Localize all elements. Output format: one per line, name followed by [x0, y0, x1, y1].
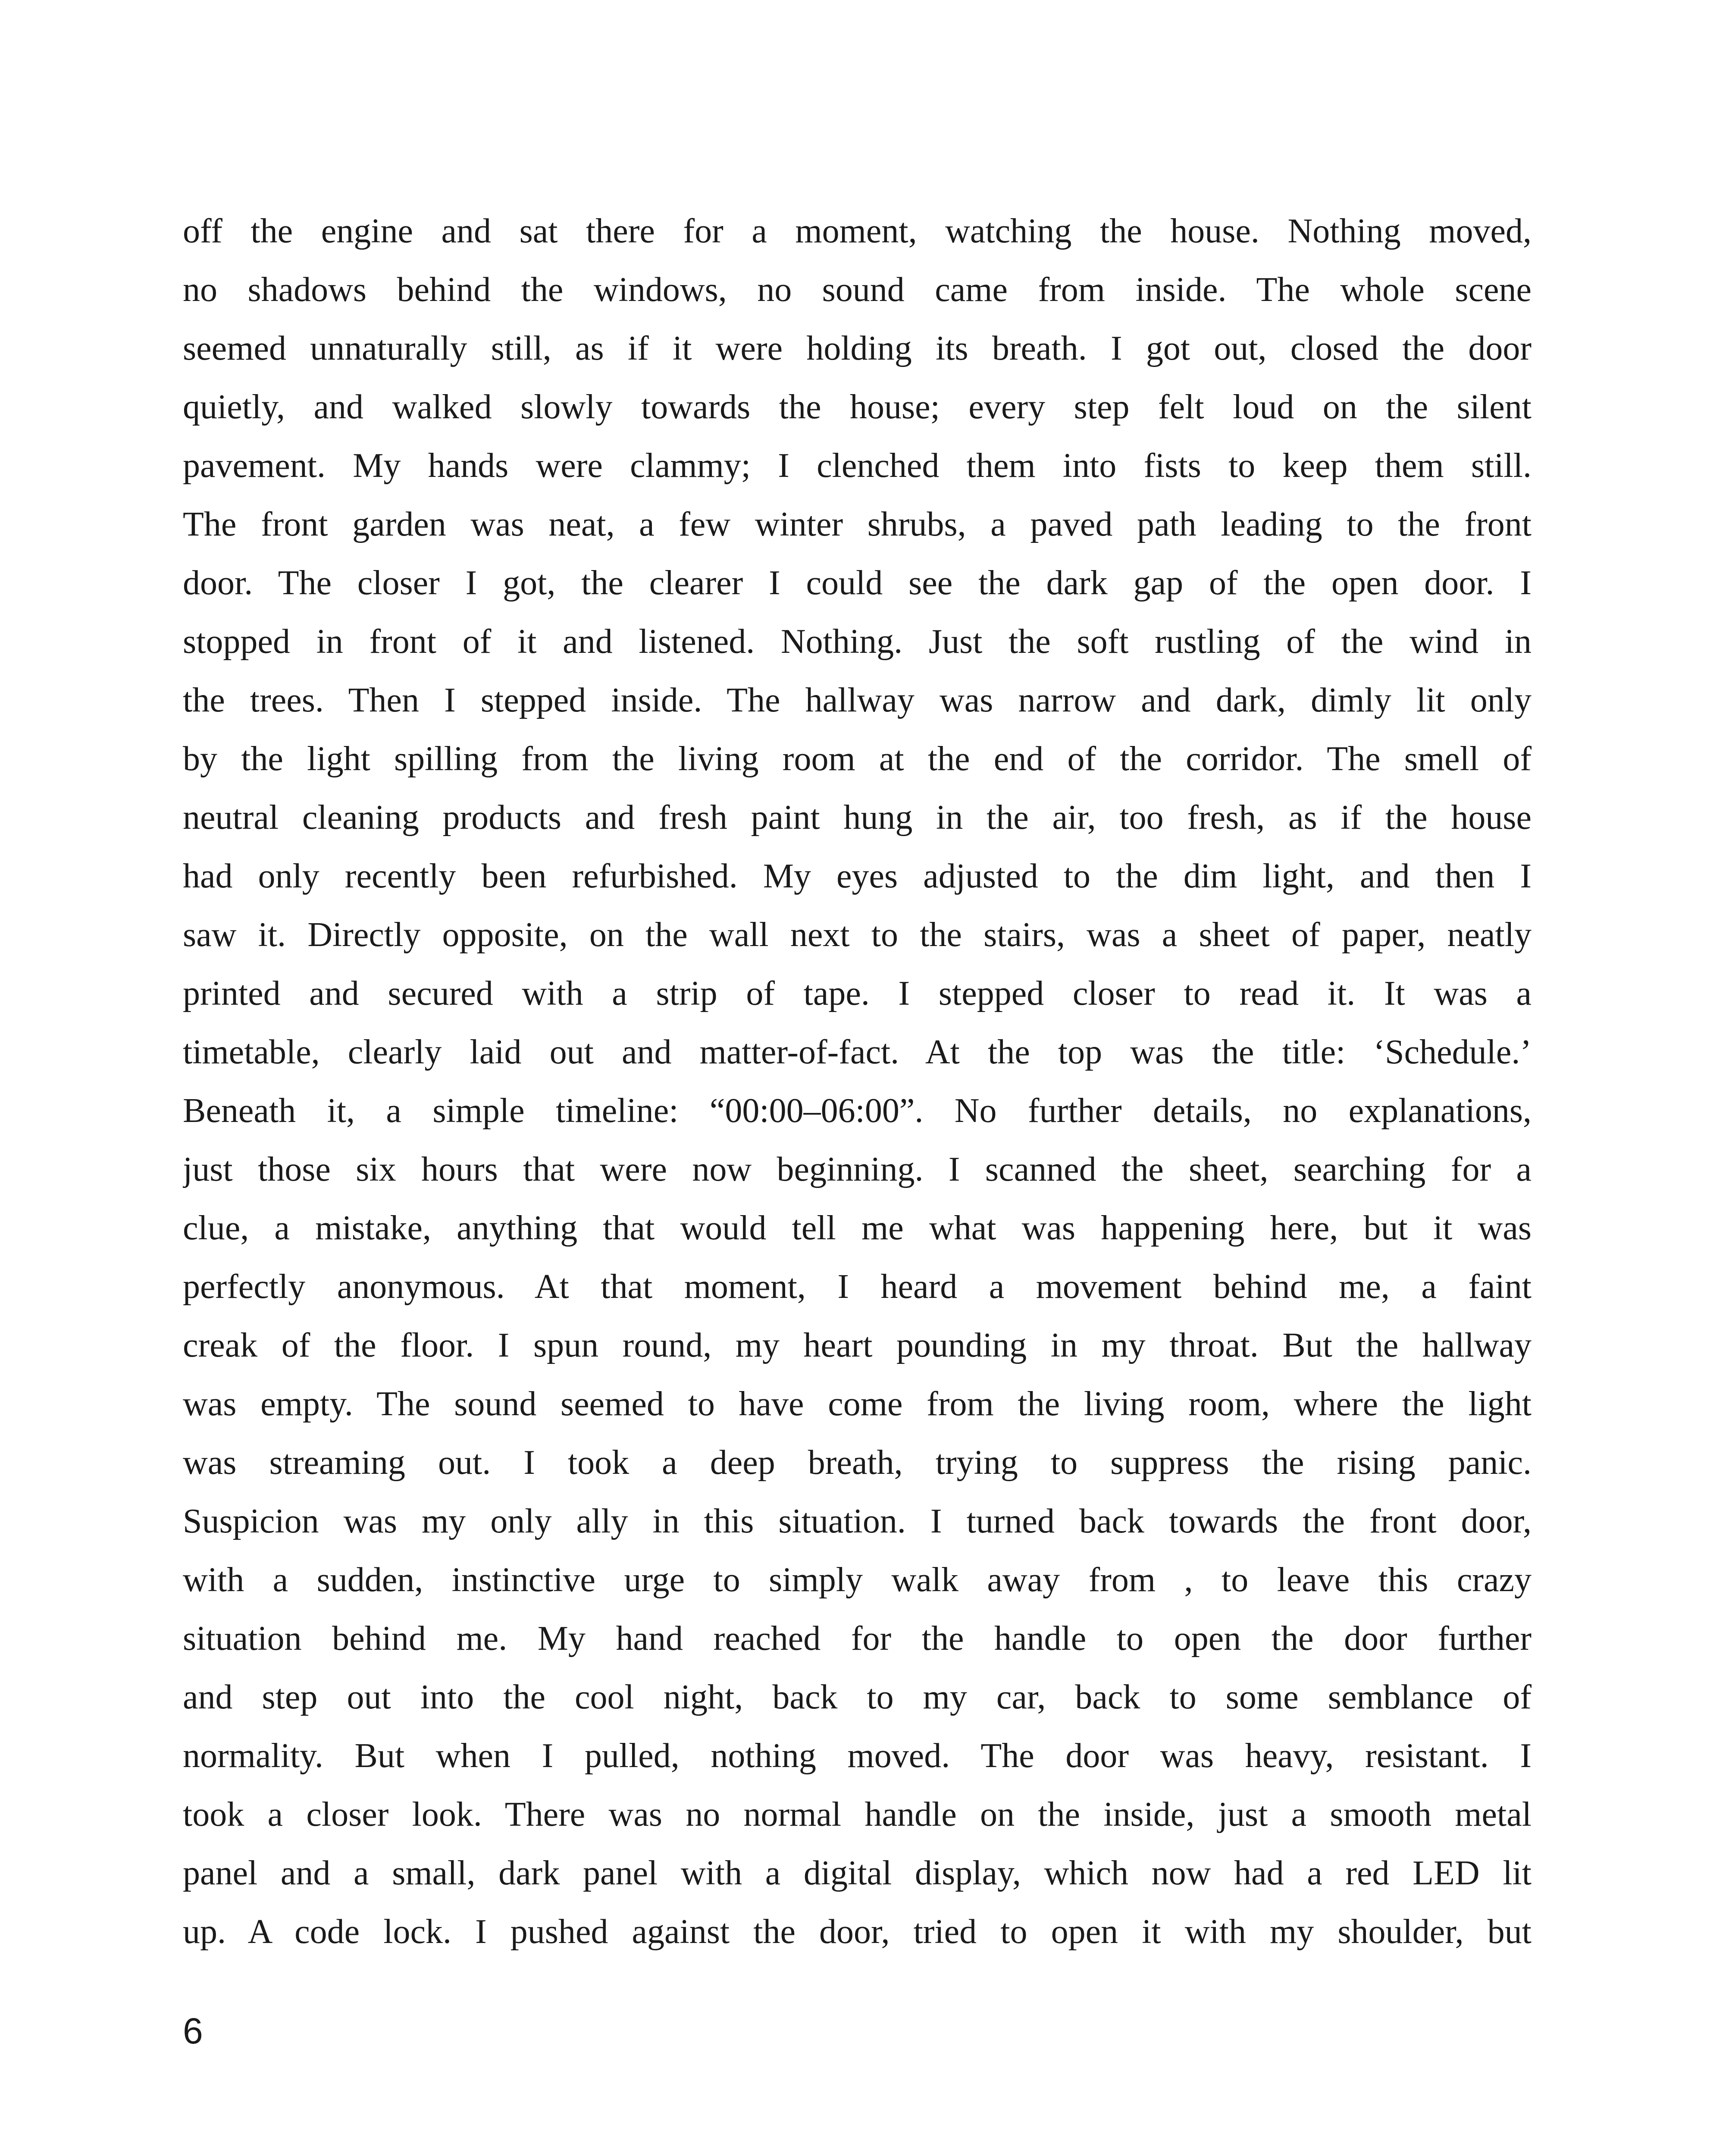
- text-line: normality. But when I pulled, nothing moved. The door was heavy, resistant. I: [183, 1737, 1532, 1775]
- text-line: just those six hours that were now beginning. I scanned the sheet, searching for a: [183, 1150, 1532, 1188]
- text-line: situation behind me. My hand reached for the handle to open the door further: [183, 1620, 1532, 1658]
- text-line: neutral cleaning products and fresh paint hung in the air, too fresh, as if the house: [183, 799, 1532, 837]
- body-text: [183, 202, 1532, 1961]
- page-number: 6: [183, 2011, 203, 2051]
- text-line: no shadows behind the windows, no sound came from inside. The whole scene: [183, 271, 1532, 309]
- text-line: pavement. My hands were clammy; I clenched them into fists to keep them still.: [183, 447, 1532, 485]
- text-line: was streaming out. I took a deep breath, trying to suppress the rising panic.: [183, 1444, 1532, 1482]
- text-line: The front garden was neat, a few winter shrubs, a paved path leading to the front: [183, 505, 1532, 543]
- text-line: Beneath it, a simple timeline: “00:00–06:00”. No further details, no explanations,: [183, 1092, 1532, 1130]
- text-line: perfectly anonymous. At that moment, I heard a movement behind me, a faint: [183, 1268, 1532, 1306]
- text-line: with a sudden, instinctive urge to simply walk away from , to leave this crazy: [183, 1561, 1532, 1599]
- text-line: had only recently been refurbished. My eyes adjusted to the dim light, and then I: [183, 857, 1532, 895]
- text-line: and step out into the cool night, back to my car, back to some semblance of: [183, 1678, 1532, 1716]
- text-line: saw it. Directly opposite, on the wall next to the stairs, was a sheet of paper, neatly: [183, 916, 1532, 954]
- text-line: clue, a mistake, anything that would tell me what was happening here, but it was: [183, 1209, 1532, 1247]
- text-line: was empty. The sound seemed to have come from the living room, where the light: [183, 1385, 1532, 1423]
- text-line: the trees. Then I stepped inside. The hallway was narrow and dark, dimly lit only: [183, 681, 1532, 719]
- text-line: quietly, and walked slowly towards the house; every step felt loud on the silent: [183, 388, 1532, 426]
- text-line: creak of the floor. I spun round, my heart pounding in my throat. But the hallway: [183, 1326, 1532, 1364]
- text-line: up. A code lock. I pushed against the door, tried to open it with my shoulder, but: [183, 1913, 1532, 1951]
- text-line: Suspicion was my only ally in this situation. I turned back towards the front door,: [183, 1502, 1532, 1540]
- text-line: took a closer look. There was no normal handle on the inside, just a smooth metal: [183, 1796, 1532, 1833]
- text-line: by the light spilling from the living room at the end of the corridor. The smell of: [183, 740, 1532, 778]
- text-line: timetable, clearly laid out and matter-of-fact. At the top was the title: ‘Schedule.’: [183, 1033, 1532, 1071]
- text-line: seemed unnaturally still, as if it were holding its breath. I got out, closed the door: [183, 329, 1532, 367]
- text-line: off the engine and sat there for a moment, watching the house. Nothing moved,: [183, 212, 1532, 250]
- text-line: printed and secured with a strip of tape. I stepped closer to read it. It was a: [183, 975, 1532, 1012]
- text-line: panel and a small, dark panel with a digital display, which now had a red LED lit: [183, 1854, 1532, 1892]
- text-line: stopped in front of it and listened. Nothing. Just the soft rustling of the wind in: [183, 623, 1532, 661]
- text-line: door. The closer I got, the clearer I could see the dark gap of the open door. I: [183, 564, 1532, 602]
